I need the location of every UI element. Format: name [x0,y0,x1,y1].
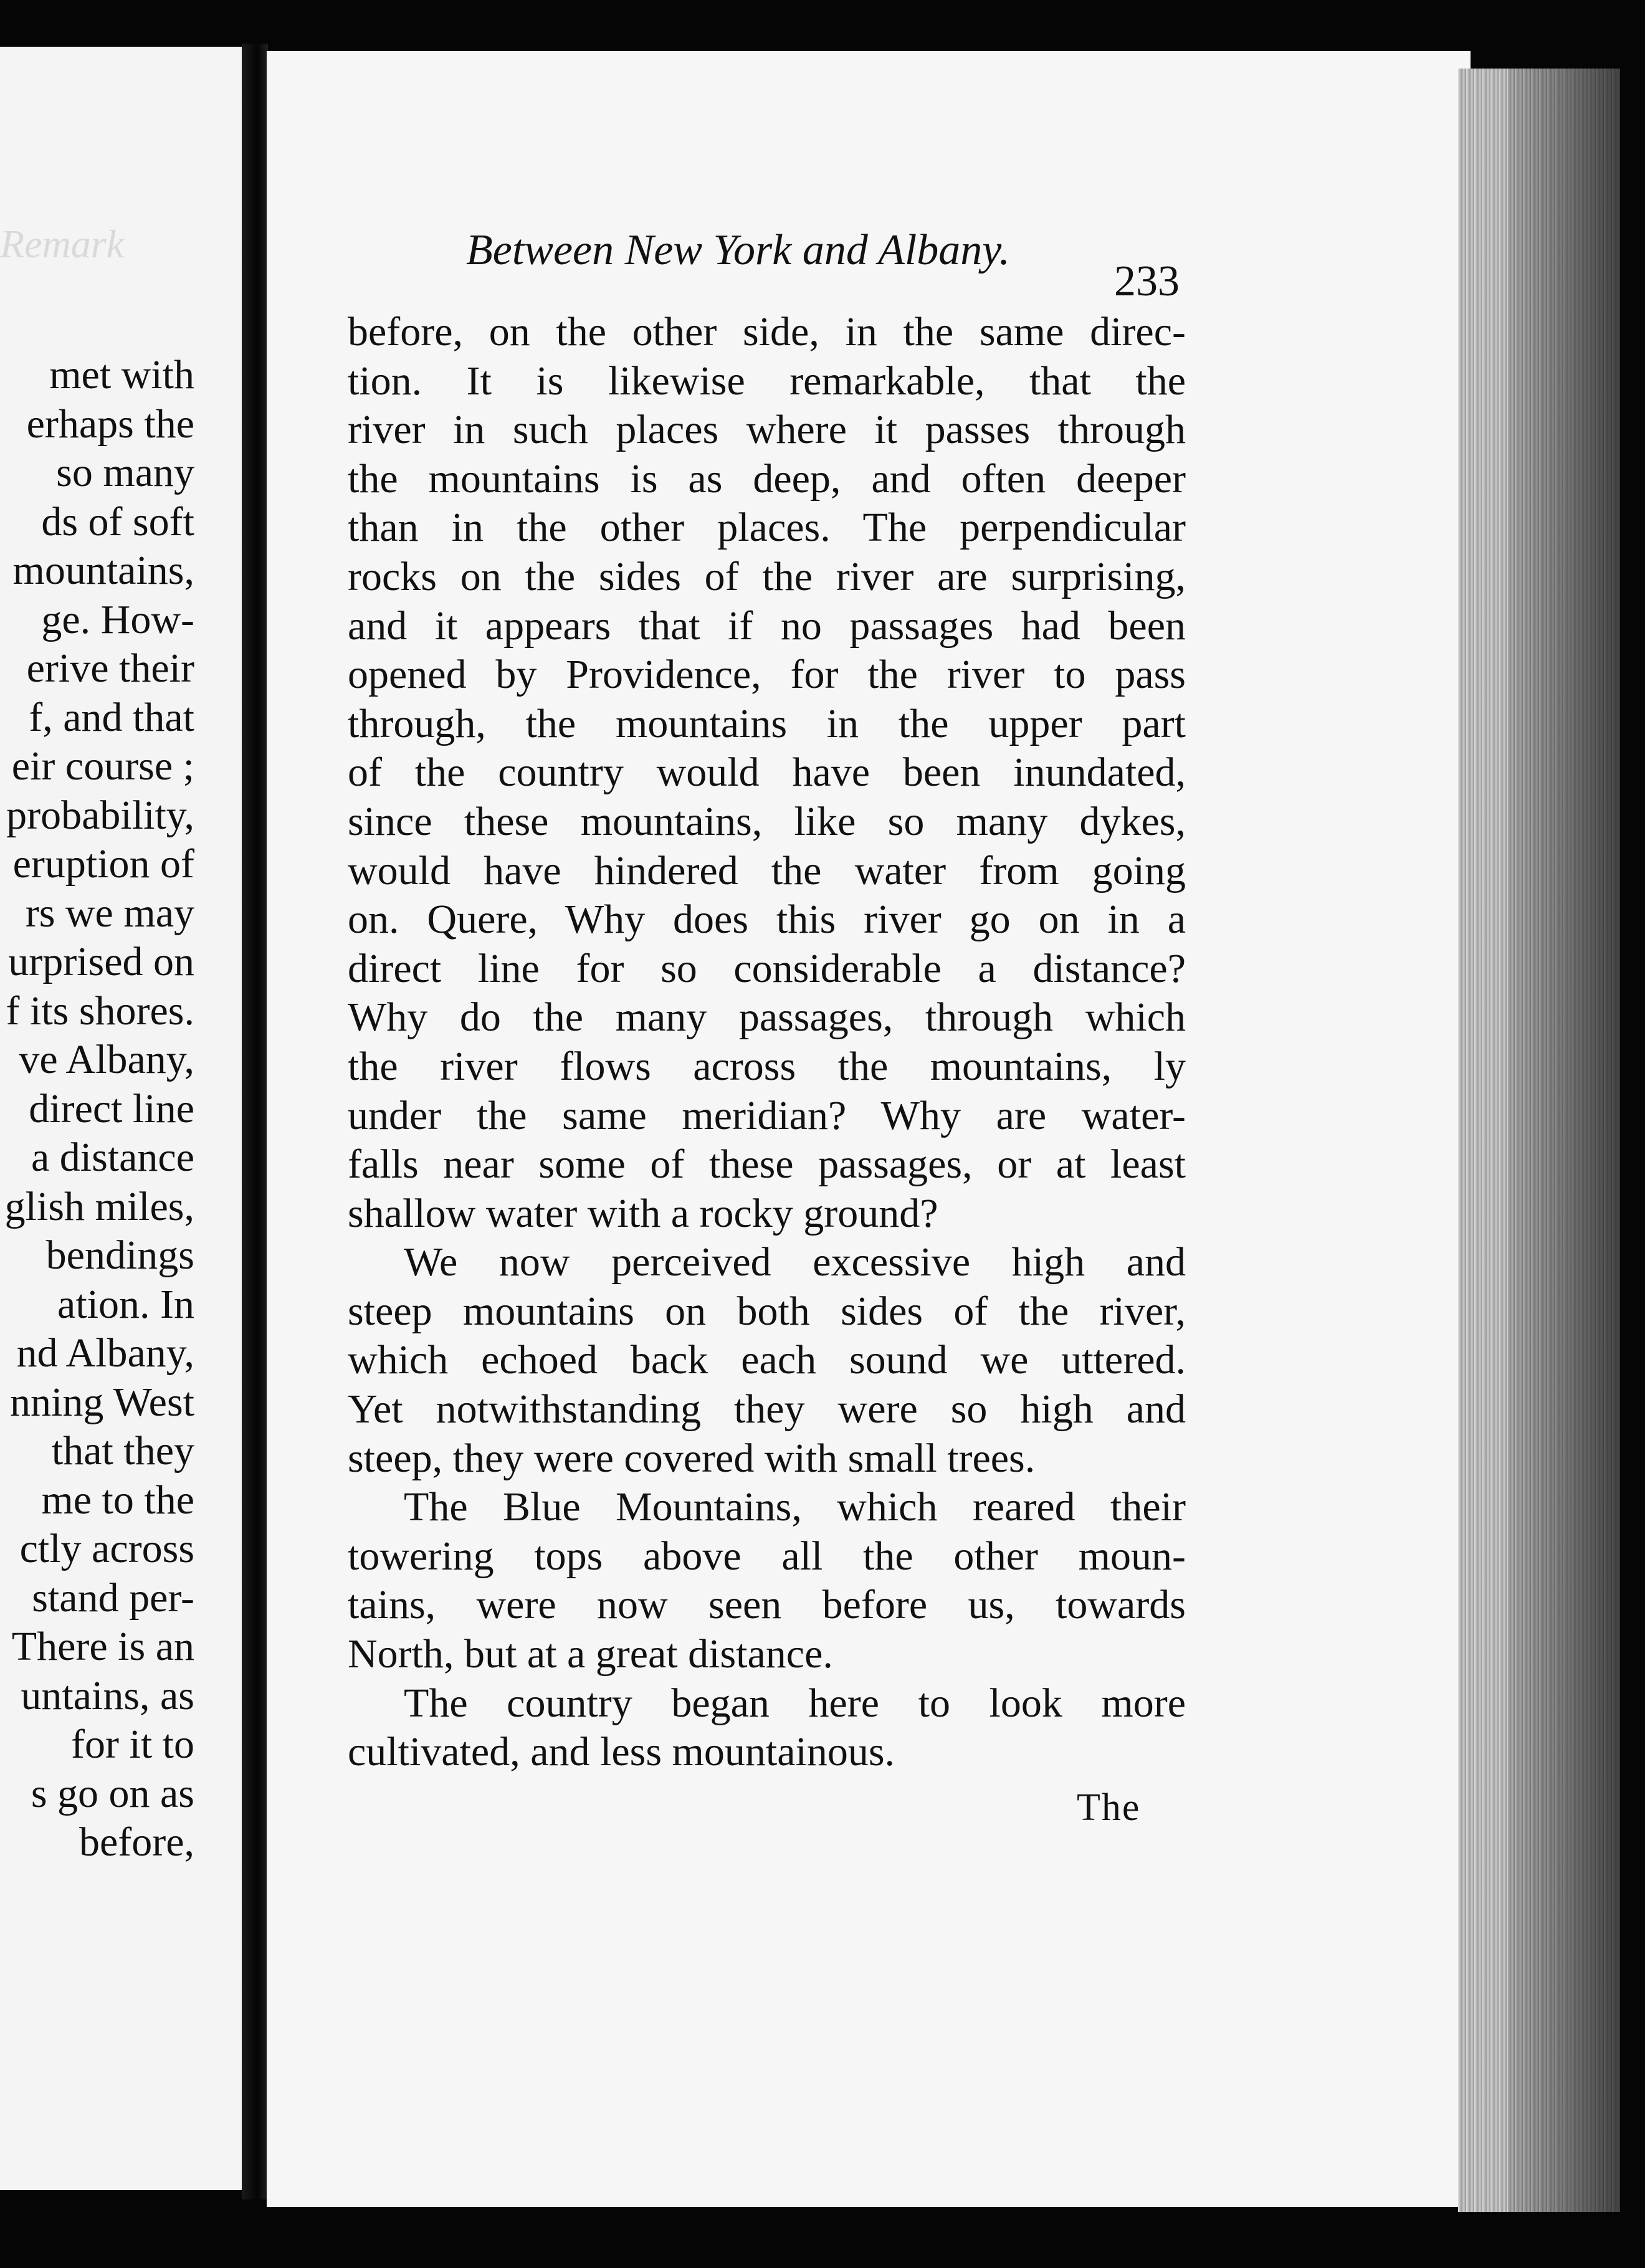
left-page-line: urprised on [8,939,194,984]
body-line: before, on the other side, in the same direc- [348,309,1186,355]
left-page-line: for it to [71,1722,194,1767]
left-page-line: that they [51,1428,194,1474]
left-page-line: There is an [11,1624,194,1669]
left-page-line: f its shores. [6,988,194,1034]
left-page-line: direct line [29,1085,194,1132]
body-line: steep mountains on both sides of the river, [348,1288,1186,1334]
body-line: through, the mountains in the upper part [348,700,1186,746]
left-page-line: bendings [45,1232,194,1278]
left-page-line: me to the [41,1477,194,1523]
body-line: North, but at a great distance. [348,1631,833,1677]
body-text [348,308,1186,1777]
body-line: cultivated, and less mountainous. [348,1729,895,1775]
page-stack-edges [1458,69,1620,2212]
left-page-line: eir course ; [11,743,194,789]
running-header: Between New York and Albany. [466,226,1011,274]
body-line: direct line for so considerable a distance? [348,945,1186,991]
left-page-line: erhaps the [26,401,194,447]
left-page-line: nning West [10,1379,194,1425]
left-page-line: untains, as [21,1672,194,1718]
body-line: Why do the many passages, through which [348,994,1186,1041]
left-page-line: probability, [6,792,194,838]
body-line: which echoed back each sound we uttered. [348,1337,1186,1383]
body-line: river in such places where it passes through [348,407,1186,453]
page-number: 233 [1114,257,1180,305]
body-line: opened by Providence, for the river to pass [348,652,1186,698]
left-page-line: f, and that [29,694,194,740]
body-line: and it appears that if no passages had been [348,603,1186,649]
body-line: tion. It is likewise remarkable, that the [348,358,1186,404]
left-page-line: ctly across [19,1526,194,1571]
left-page-text [5,351,194,1867]
body-line: shallow water with a rocky ground? [348,1190,938,1236]
left-page-line: ge. How- [41,596,194,642]
left-page [0,47,243,2190]
body-line: We now perceived excessive high and [404,1239,1186,1285]
body-line: the river flows across the mountains, ly [348,1043,1186,1089]
body-line: Yet notwithstanding they were so high and [348,1386,1186,1432]
body-line: falls near some of these passages, or at least [348,1141,1186,1188]
left-page-line: stand per- [32,1575,194,1621]
left-page-line: eruption of [12,841,194,887]
body-line: the mountains is as deep, and often deeper [348,455,1186,502]
body-line: The country began here to look more [404,1680,1186,1726]
left-page-line: a distance [31,1135,194,1180]
body-line: on. Quere, Why does this river go on in a [348,897,1186,943]
left-page-line: ds of soft [41,498,194,545]
body-line: towering tops above all the other moun- [348,1533,1186,1579]
body-line: would have hindered the water from going [348,847,1186,893]
body-line: rocks on the sides of the river are surprising, [348,553,1186,599]
body-line: The Blue Mountains, which reared their [404,1484,1186,1530]
left-page-line: glish miles, [4,1183,194,1229]
left-page-line: ation. In [57,1281,194,1327]
left-page-line: mountains, [12,548,194,593]
left-page-line: s go on as [31,1770,194,1816]
left-page-line: so many [56,450,194,495]
catchword: The [1077,1786,1141,1829]
body-line: under the same meridian? Why are water- [348,1092,1186,1138]
body-line: tains, were now seen before us, towards [348,1582,1186,1628]
left-page-line: erive their [26,646,194,691]
left-page-line: met with [49,352,194,398]
left-page-line: nd Albany, [16,1330,194,1376]
body-line: steep, they were covered with small trees. [348,1435,1036,1481]
left-page-line: rs we may [25,890,194,936]
body-line: of the country would have been inundated, [348,750,1186,796]
left-page-line: ve Albany, [19,1037,194,1082]
body-line: since these mountains, like so many dykes, [348,798,1186,844]
book-gutter [242,44,268,2199]
body-line: than in the other places. The perpendicular [348,505,1186,551]
left-page-line: before, [79,1819,194,1865]
left-page-header-bleedthrough: Remark [0,222,125,266]
